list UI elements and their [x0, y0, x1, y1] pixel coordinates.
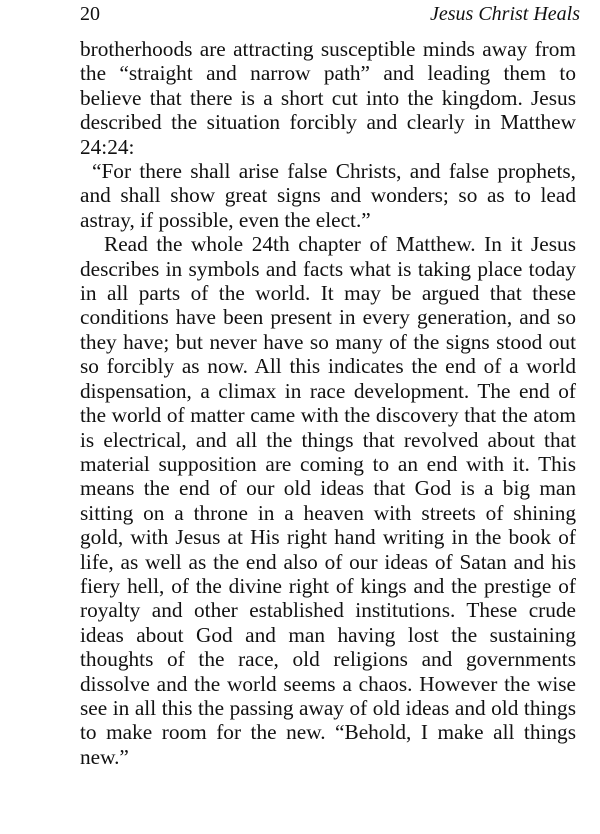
page-header [80, 3, 580, 31]
paragraph: Read the whole 24th chapter of Matthew. In it Jesus describes in symbols and facts what is taking place today in all parts of the world. It may be argued that these conditions have been present in every generation, and so they have; but never have so many of the signs stood out so forcibly as now. All this indicates the end of a world dispensation, a climax in race development. The end of the world of matter came with the discovery that the atom is electrical, and all the things that revolved about that material supposition are coming to an end with it. This means the end of our old ideas that God is a big man sitting on a throne in a heaven with streets of shining gold, with Jesus at His right hand writing in the book of life, as well as the end also of our ideas of Satan and his fiery hell, of the divine right of kings and the prestige of royalty and other established institutions. These crude ideas about God and man having lost the sustaining thoughts of the race, old religions and governments dissolve and the world seems a chaos. However the wise see in all this the passing away of old ideas and old things to make room for the new. “Behold, I make all things new.” [80, 232, 576, 769]
page-number: 20 [80, 3, 100, 25]
body-text [80, 37, 576, 769]
running-title: Jesus Christ Heals [430, 3, 580, 25]
scripture-quote: “For there shall arise false Christs, and false prophets, and shall show great signs and wonders; so as to lead astray, if possible, even the elect.” [80, 159, 576, 232]
paragraph-continued: brotherhoods are attracting susceptible minds away from the “straight and narrow path” and leading them to believe that there is a short cut into the kingdom. Jesus described the situation forcibly and clearly in Matthew 24:24: [80, 37, 576, 159]
